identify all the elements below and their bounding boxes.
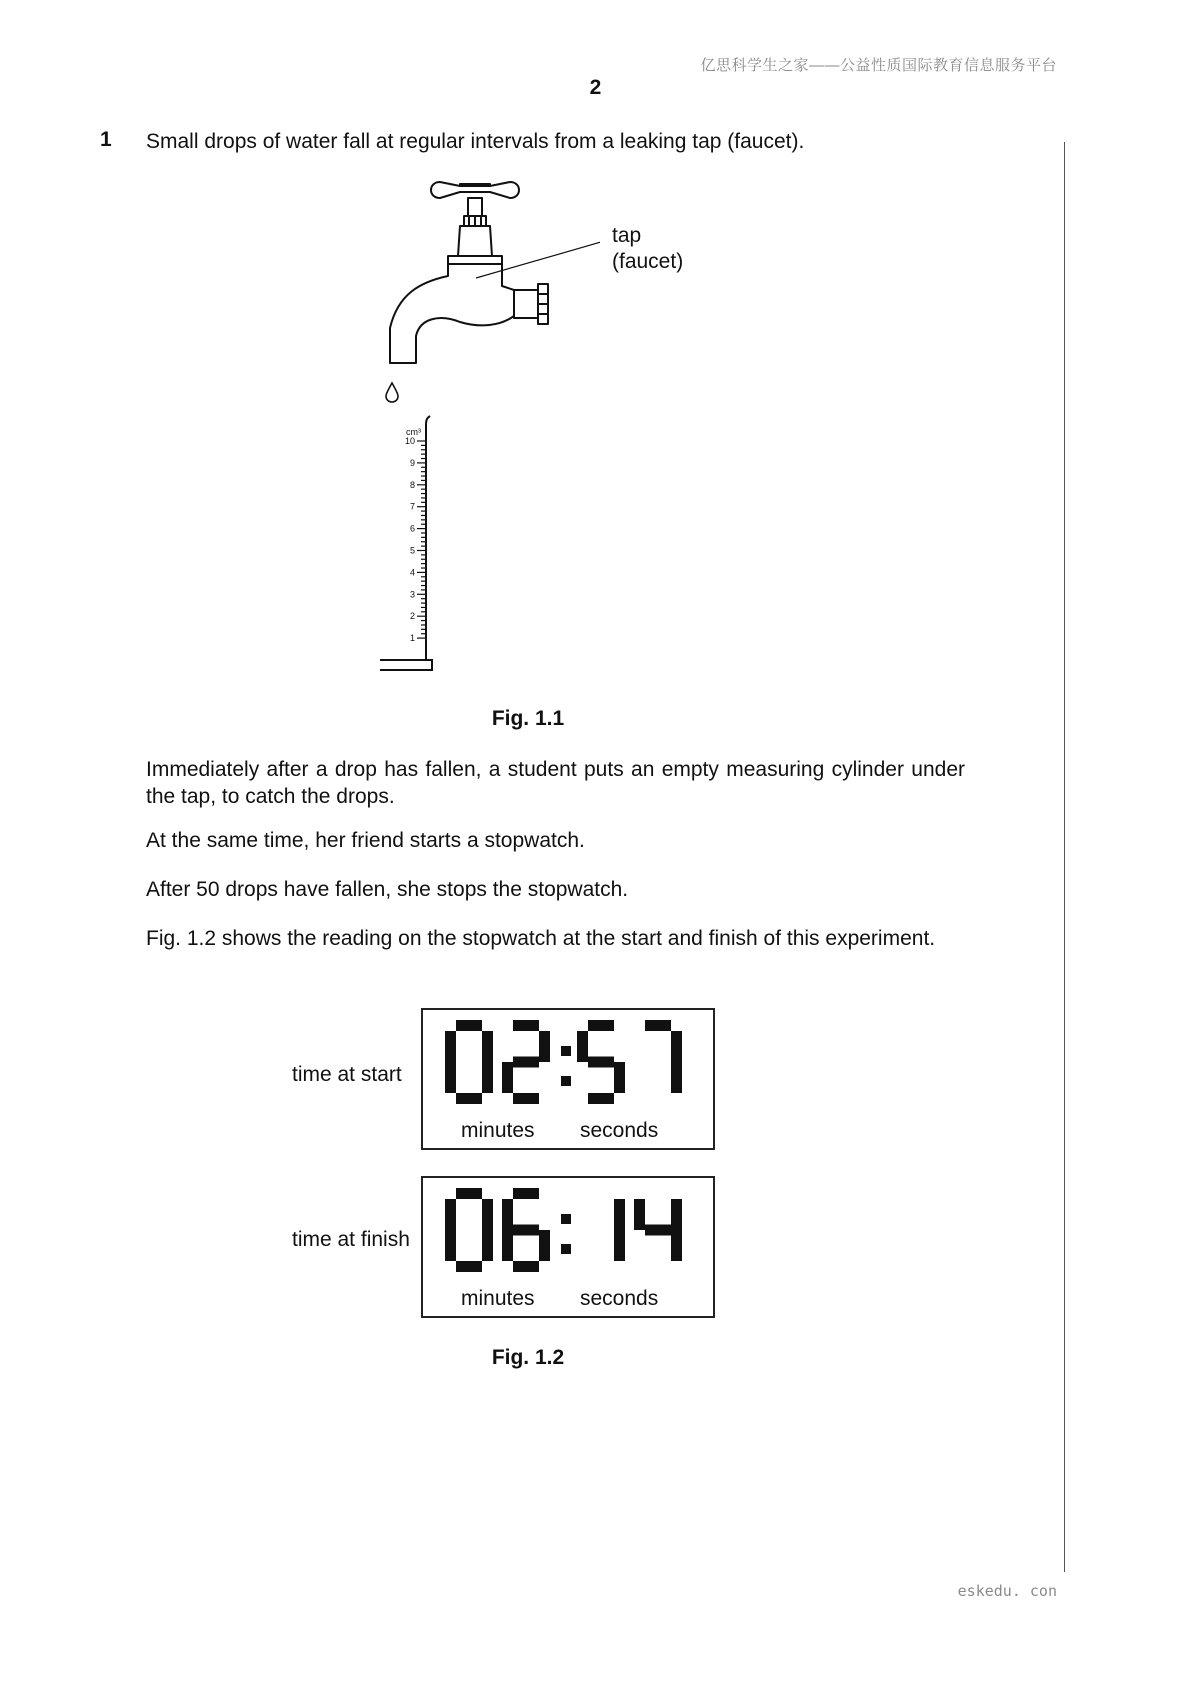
margin-rule [1064, 142, 1065, 1572]
lcd-segment [671, 1230, 682, 1261]
fig-1-2-caption: Fig. 1.2 [491, 1346, 565, 1369]
lcd-segment [502, 1062, 513, 1093]
question-intro: Small drops of water fall at regular intervals from a leaking tap (faucet). [146, 130, 805, 153]
lcd-segment [482, 1230, 493, 1261]
cylinder-scale-label: 4 [409, 567, 415, 578]
finish-minutes-label: minutes [461, 1287, 535, 1310]
lcd-segment [513, 1057, 539, 1068]
lcd-segment [671, 1062, 682, 1093]
lcd-segment [502, 1199, 513, 1230]
start-time-label: time at start [292, 1063, 402, 1086]
footer-watermark: eskedu. con [957, 1582, 1057, 1600]
cylinder-scale-label: 7 [409, 501, 415, 512]
finish-lcd-digits [443, 1188, 699, 1280]
lcd-segment [482, 1031, 493, 1062]
lcd-segment [634, 1199, 645, 1230]
lcd-segment [577, 1031, 588, 1062]
cylinder-scale-label: 6 [409, 523, 415, 534]
lcd-segment [513, 1020, 539, 1031]
cylinder-scale-label: 2 [409, 611, 415, 622]
lcd-segment [445, 1230, 456, 1261]
start-minutes-label: minutes [461, 1119, 535, 1142]
finish-time-label: time at finish [292, 1228, 410, 1251]
tap-and-cylinder-figure [380, 178, 600, 738]
lcd-segment [539, 1031, 550, 1062]
start-seconds-label: seconds [580, 1119, 659, 1142]
paragraph-4: Fig. 1.2 shows the reading on the stopwatch at the start and finish of this experiment. [146, 927, 936, 950]
lcd-colon-dot [561, 1244, 571, 1254]
lcd-segment [445, 1199, 456, 1230]
cylinder-scale [417, 441, 426, 638]
tap-label-line2: (faucet) [612, 250, 684, 273]
cylinder-scale-label: 10 [404, 436, 415, 446]
lcd-segment [588, 1020, 614, 1031]
finish-seconds-label: seconds [580, 1287, 659, 1310]
lcd-segment [645, 1020, 671, 1031]
paragraph-1: Immediately after a drop has fallen, a student puts an empty measuring cylinder under the tap, to catch the drops. [146, 758, 965, 808]
cylinder-scale-label: 8 [409, 479, 415, 490]
lcd-segment [445, 1031, 456, 1062]
finish-stopwatch-display [421, 1176, 715, 1318]
lcd-segment [456, 1188, 482, 1199]
lcd-segment [614, 1199, 625, 1230]
lcd-segment [513, 1261, 539, 1272]
lcd-segment [588, 1057, 614, 1068]
lcd-segment [502, 1230, 513, 1261]
lcd-segment [513, 1225, 539, 1236]
lcd-colon-dot [561, 1076, 571, 1086]
lcd-segment [614, 1230, 625, 1261]
lcd-segment [614, 1062, 625, 1093]
cylinder-scale-label: 3 [409, 589, 415, 600]
lcd-colon-dot [561, 1214, 571, 1224]
header-watermark: 亿思科学生之家——公益性质国际教育信息服务平台 [700, 57, 1057, 74]
paragraph-2: At the same time, her friend starts a stopwatch. [146, 829, 585, 852]
lcd-segment [513, 1188, 539, 1199]
lcd-segment [671, 1199, 682, 1230]
tap-label-line1: tap [612, 224, 642, 247]
lcd-segment [456, 1261, 482, 1272]
question-number: 1 [100, 128, 112, 151]
lcd-segment [513, 1093, 539, 1104]
lcd-segment [671, 1031, 682, 1062]
lcd-segment [456, 1093, 482, 1104]
paragraph-3: After 50 drops have fallen, she stops the stopwatch. [146, 878, 629, 901]
cylinder-scale-label: 9 [409, 457, 415, 468]
cylinder-scale-label: 5 [409, 545, 415, 556]
lcd-colon-dot [561, 1046, 571, 1056]
cylinder-scale-labels [405, 436, 415, 643]
cylinder-scale-label: 1 [409, 633, 415, 644]
lcd-segment [456, 1020, 482, 1031]
lcd-segment [588, 1093, 614, 1104]
lcd-segment [482, 1199, 493, 1230]
start-lcd-digits [443, 1020, 699, 1112]
lcd-segment [445, 1062, 456, 1093]
tap-drawing [390, 182, 548, 363]
lcd-segment [482, 1062, 493, 1093]
cylinder-unit-label: cm³ [406, 427, 421, 437]
lcd-segment [645, 1225, 671, 1236]
page-number: 2 [589, 76, 602, 99]
water-drop-icon [386, 383, 398, 402]
lcd-segment [539, 1230, 550, 1261]
fig-1-1-caption: Fig. 1.1 [491, 707, 565, 730]
start-stopwatch-display [421, 1008, 715, 1150]
